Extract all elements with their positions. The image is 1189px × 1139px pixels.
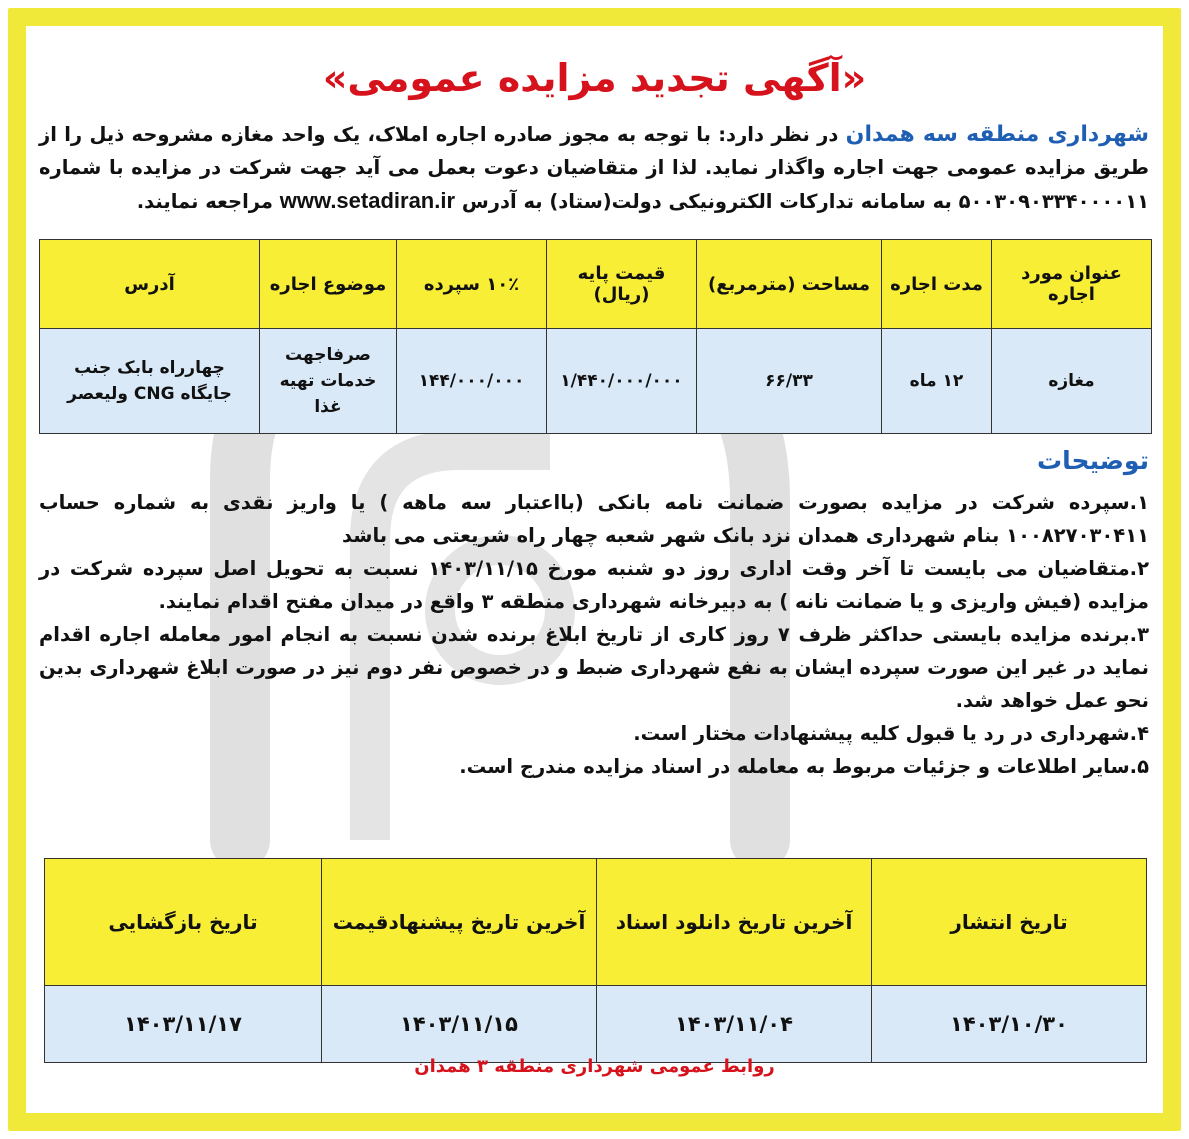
header-opening-date: تاریخ بازگشایی [45, 859, 322, 986]
municipality-name: شهرداری منطقه سه همدان [845, 122, 1149, 147]
cell-lease-duration: ۱۲ ماه [882, 329, 992, 434]
header-area: مساحت (مترمربع) [697, 240, 882, 329]
footer-credit: روابط عمومی شهرداری منطقه ۳ همدان [414, 1056, 775, 1077]
note-item: ۴.شهرداری در رد یا قبول کلیه پیشنهادات مختار است. [633, 722, 1149, 745]
header-lease-item: عنوان مورد اجاره [992, 240, 1152, 329]
header-lease-subject: موضوع اجاره [260, 240, 397, 329]
intro-body: در نظر دارد: با توجه به مجوز صادره اجاره املاک، یک واحد مغازه مشروحه ذیل را از طریق مزایده عمومی جهت اجاره واگذار نماید. لذا از متقاضیان دعوت بعمل می آید جهت شرکت در مزایده با شماره ۵۰۰۳۰۹۰۳۳۴۰۰۰۰۱۱ به سامانه تدارکات الکترونیکی دولت(ستاد) به آدرس [39, 123, 1149, 213]
header-address: آدرس [40, 240, 260, 329]
notes-list [39, 486, 1149, 783]
cell-publish-date: ۱۴۰۳/۱۰/۳۰ [872, 986, 1147, 1063]
notes-heading: توضیحات [1037, 446, 1149, 475]
table-row [45, 986, 1147, 1063]
cell-lease-subject: صرفاجهت خدمات تهیه غذا [260, 329, 397, 434]
lease-table [39, 239, 1152, 434]
header-base-price: قیمت پایه (ریال) [547, 240, 697, 329]
note-item: ۲.متقاضیان می بایست تا آخر وقت اداری روز دو شنبه مورخ ۱۴۰۳/۱۱/۱۵ نسبت به تحویل اصل سپرده شرکت در مزایده (فیش واریزی و یا ضمانت نانه ) به دبیرخانه شهرداری منطقه ۳ واقع در میدان مفتح اقدام نمایند. [39, 557, 1149, 613]
cell-lease-item: مغازه [992, 329, 1152, 434]
cell-download-deadline: ۱۴۰۳/۱۱/۰۴ [597, 986, 872, 1063]
header-deposit: ۱۰٪ سپرده [397, 240, 547, 329]
cell-base-price: ۱/۴۴۰/۰۰۰/۰۰۰ [547, 329, 697, 434]
cell-deposit: ۱۴۴/۰۰۰/۰۰۰ [397, 329, 547, 434]
dates-table-header-row [45, 859, 1147, 986]
header-lease-duration: مدت اجاره [882, 240, 992, 329]
intro-tail: مراجعه نمایند. [136, 190, 280, 213]
cell-opening-date: ۱۴۰۳/۱۱/۱۷ [45, 986, 322, 1063]
intro-paragraph [39, 118, 1149, 218]
note-item: ۵.سایر اطلاعات و جزئیات مربوط به معامله در اسناد مزایده مندرج است. [459, 755, 1149, 778]
cell-bid-deadline: ۱۴۰۳/۱۱/۱۵ [322, 986, 597, 1063]
website-link[interactable]: www.setadiran.ir [279, 188, 456, 213]
note-item: ۳.برنده مزایده بایستی حداکثر ظرف ۷ روز کاری از تاریخ ابلاغ برنده شدن نسبت به انجام امور معامله اجاره اقدام نماید در غیر این صورت سپرده ایشان به نفع شهرداری ضبط و در خصوص نفر دوم نیز در صورت ابلاغ شهرداری بدین نحو عمل خواهد شد. [39, 623, 1149, 712]
table-row [40, 329, 1152, 434]
header-download-deadline: آخرین تاریخ دانلود اسناد [597, 859, 872, 986]
note-item: ۱.سپرده شرکت در مزایده بصورت ضمانت نامه بانکی (بااعتبار سه ماهه ) یا واریز نقدی به شماره حساب ۱۰۰۸۲۷۰۳۰۴۱۱ بنام شهرداری همدان نزد بانک شهر شعبه چهار راه شریعتی می باشد [39, 491, 1149, 547]
header-bid-deadline: آخرین تاریخ پیشنهادقیمت [322, 859, 597, 986]
cell-area: ۶۶/۳۳ [697, 329, 882, 434]
header-publish-date: تاریخ انتشار [872, 859, 1147, 986]
notice-title: «آگهی تجدید مزایده عمومی» [322, 56, 867, 100]
cell-address: چهارراه بابک جنب جایگاه CNG ولیعصر [40, 329, 260, 434]
lease-table-header-row [40, 240, 1152, 329]
dates-table [44, 858, 1147, 1063]
